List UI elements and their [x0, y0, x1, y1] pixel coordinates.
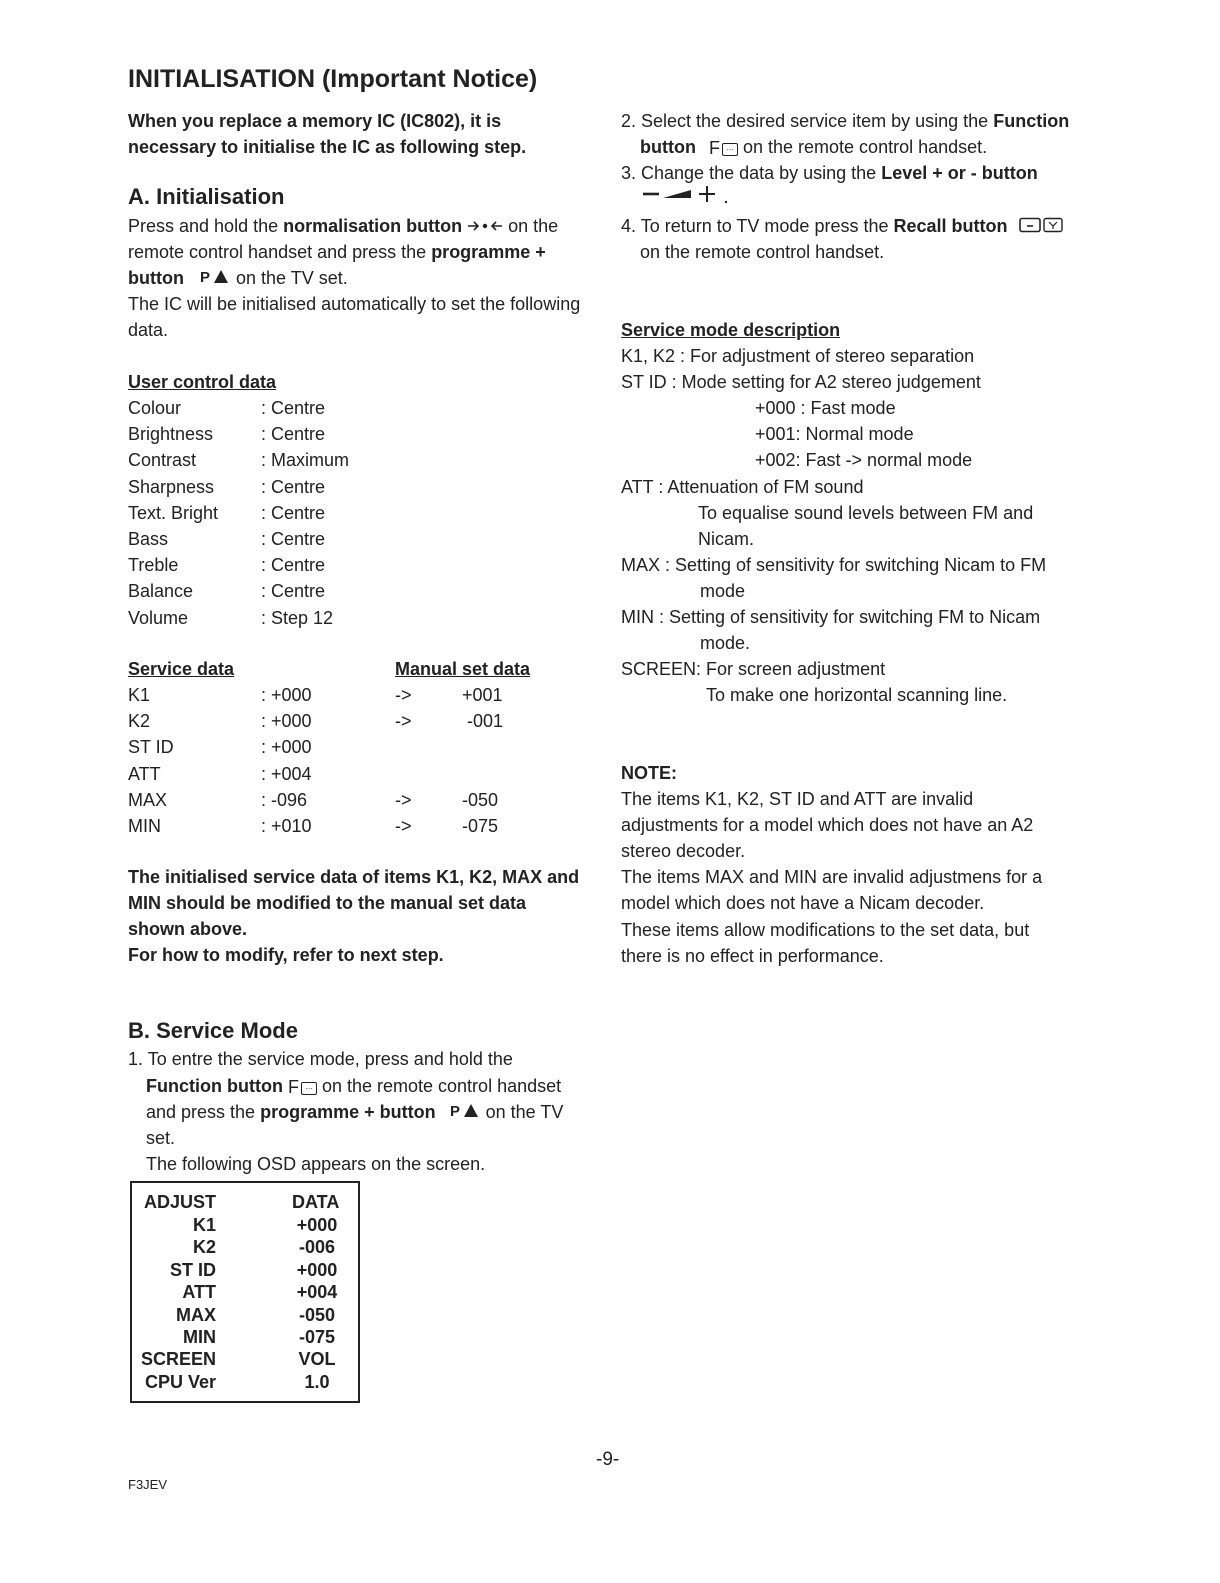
intro-line-1: When you replace a memory IC (IC802), it is	[128, 111, 502, 131]
user-control-heading: User control data	[128, 372, 277, 392]
service-data-value: : +000	[261, 711, 312, 732]
service-data-arrow: ->	[395, 685, 412, 705]
description-line: To equalise sound levels between FM and	[698, 502, 1034, 523]
osd-item-value: +004	[296, 1282, 338, 1303]
user-control-label: Colour	[128, 398, 182, 418]
osd-item-label: CPU Ver	[144, 1371, 216, 1392]
normalisation-icon	[467, 214, 503, 240]
notice-line-1: The initialised service data of items K1, K2, MAX and	[128, 867, 580, 887]
osd-item-label: SCREEN	[140, 1349, 216, 1370]
page-number: -9-	[596, 1449, 620, 1470]
programme-up-icon	[199, 266, 231, 292]
osd-item-label: MAX	[176, 1304, 216, 1325]
section-b-line-5: The following OSD appears on the screen.	[146, 1154, 486, 1174]
function-button-icon: F ...	[288, 1074, 317, 1100]
osd-item-value: -006	[298, 1237, 336, 1258]
footer-code: F3JEV	[128, 1477, 168, 1492]
service-data-value: : +010	[261, 816, 312, 836]
service-data-label: MIN	[128, 816, 161, 836]
programme-up-icon	[449, 1100, 481, 1126]
description-line: ST ID : Mode setting for A2 stereo judgement	[621, 372, 981, 393]
user-control-label: Contrast	[128, 450, 197, 471]
service-data-label: K2	[128, 711, 151, 732]
osd-item-value: -050	[298, 1304, 336, 1325]
user-control-label: Treble	[128, 555, 179, 576]
osd-item-value: 1.0	[304, 1371, 330, 1392]
user-control-label: Sharpness	[128, 476, 215, 497]
osd-item-value: +000	[296, 1215, 338, 1235]
osd-item-label: K2	[192, 1237, 216, 1258]
step-3-line-1: 3. Change the data by using the Level + or - button	[621, 163, 1038, 183]
user-control-value: : Centre	[261, 529, 326, 549]
osd-head-adjust: ADJUST	[144, 1192, 217, 1212]
osd-item-value: VOL	[298, 1349, 336, 1370]
svg-text:P: P	[199, 269, 210, 286]
notice-line-2: MIN should be modified to the manual set data	[128, 893, 527, 913]
service-data-arrow: ->	[395, 789, 412, 810]
section-a-line-2: remote control handset and press the programme +	[128, 242, 546, 262]
section-b-line-1: 1. To entre the service mode, press and hold the	[128, 1049, 513, 1069]
description-line: ATT : Attenuation of FM sound	[621, 476, 864, 497]
user-control-value: : Centre	[261, 398, 326, 418]
osd-item-value: +000	[296, 1259, 338, 1280]
service-data-label: ATT	[128, 763, 161, 784]
recall-button-icon	[1019, 214, 1065, 240]
note-line: The items MAX and MIN are invalid adjustmens for a	[621, 867, 1043, 888]
user-control-value: : Centre	[261, 502, 326, 523]
osd-item-value: -075	[298, 1327, 336, 1347]
description-line: MAX : Setting of sensitivity for switching Nicam to FM	[621, 554, 1047, 575]
service-data-value: : +000	[261, 685, 312, 705]
user-control-label: Bass	[128, 529, 169, 549]
manual-set-value: -075	[462, 816, 499, 836]
service-data-arrow: ->	[395, 816, 412, 836]
description-line: +001: Normal mode	[755, 424, 914, 445]
user-control-label: Text. Bright	[128, 502, 219, 523]
manual-set-value: -001	[467, 711, 504, 732]
note-line: there is no effect in performance.	[621, 945, 884, 966]
user-control-value: : Centre	[261, 581, 326, 602]
manual-set-data-heading: Manual set data	[395, 659, 531, 679]
user-control-label: Balance	[128, 581, 194, 602]
osd-item-label: ST ID	[169, 1259, 216, 1280]
user-control-value: : Maximum	[261, 450, 350, 471]
page-title: INITIALISATION (Important Notice)	[128, 65, 538, 93]
description-line: mode.	[700, 633, 751, 654]
step-2-line-1: 2. Select the desired service item by using the Function	[621, 111, 1070, 131]
note-heading: NOTE:	[621, 763, 677, 783]
osd-item-label: MIN	[183, 1327, 216, 1347]
description-line: mode	[700, 580, 746, 601]
step-2-line-2: button F ... on the remote control handset.	[640, 134, 987, 161]
service-data-arrow: ->	[395, 711, 412, 732]
user-control-value: : Centre	[261, 555, 326, 576]
manual-set-value: -050	[462, 789, 499, 810]
note-line: These items allow modifications to the set data, but	[621, 919, 1030, 940]
section-a-line-5: data.	[128, 320, 169, 340]
description-line: +000 : Fast mode	[755, 398, 896, 419]
user-control-value: : Step 12	[261, 607, 334, 628]
section-b-line-4: set.	[146, 1128, 176, 1148]
function-button-icon: F ...	[709, 135, 738, 161]
section-b-line-2: Function button F ... on the remote control handset	[146, 1073, 561, 1100]
service-data-value: : +004	[261, 763, 312, 784]
note-line: adjustments for a model which does not have an A2	[621, 815, 1034, 836]
svg-text:P: P	[449, 1103, 460, 1120]
step-4-line-1: 4. To return to TV mode press the Recall button	[621, 213, 1065, 240]
service-mode-description-heading: Service mode description	[621, 320, 841, 340]
section-a-line-4: The IC will be initialised automatically to set the following	[128, 294, 581, 314]
osd-display	[130, 1181, 360, 1403]
service-data-value: : -096	[261, 789, 308, 810]
manual-set-value: +001	[462, 685, 503, 705]
notice-line-3: shown above.	[128, 919, 248, 939]
note-line: The items K1, K2, ST ID and ATT are invalid	[621, 789, 974, 809]
section-a-line-3: button P on the TV set.	[128, 265, 348, 292]
intro-line-2: necessary to initialise the IC as following step.	[128, 137, 527, 157]
section-b-line-3: and press the programme + button P on the TV	[146, 1099, 563, 1126]
user-control-label: Brightness	[128, 424, 214, 445]
section-a-line-1: Press and hold the normalisation button on the	[128, 213, 558, 240]
service-data-label: MAX	[128, 789, 168, 810]
service-data-label: ST ID	[128, 737, 174, 758]
description-line: MIN : Setting of sensitivity for switching FM to Nicam	[621, 607, 1041, 627]
user-control-value: : Centre	[261, 476, 326, 497]
osd-item-label: K1	[192, 1215, 216, 1235]
section-b-heading: B. Service Mode	[128, 1018, 298, 1043]
note-line: stereo decoder.	[621, 841, 746, 862]
service-data-label: K1	[128, 685, 151, 705]
service-data-heading: Service data	[128, 659, 235, 679]
user-control-label: Volume	[128, 607, 189, 628]
description-line: SCREEN: For screen adjustment	[621, 659, 886, 680]
step-4-line-2: on the remote control handset.	[640, 242, 885, 262]
notice-line-4: For how to modify, refer to next step.	[128, 945, 444, 965]
service-data-value: : +000	[261, 737, 312, 758]
osd-head-data: DATA	[292, 1192, 340, 1212]
osd-item-label: ATT	[182, 1282, 216, 1303]
description-line: +002: Fast -> normal mode	[755, 450, 973, 471]
level-buttons-icon	[640, 183, 732, 210]
section-a-heading: A. Initialisation	[128, 184, 285, 209]
description-line: To make one horizontal scanning line.	[706, 685, 1008, 706]
description-line: Nicam.	[698, 528, 755, 549]
note-line: model which does not have a Nicam decoder.	[621, 893, 985, 914]
user-control-value: : Centre	[261, 424, 326, 445]
description-line: K1, K2 : For adjustment of stereo separation	[621, 346, 975, 366]
